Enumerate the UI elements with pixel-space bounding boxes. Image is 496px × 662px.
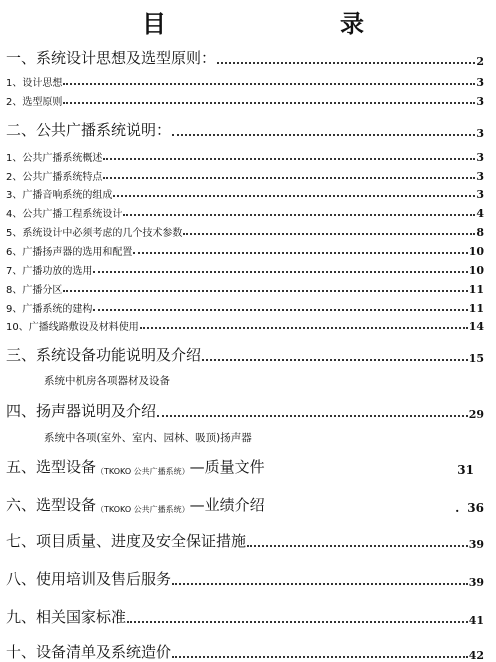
toc-entry-page: 3: [476, 95, 484, 108]
toc-entry-page: 3: [476, 188, 484, 201]
toc-entry-page: 8: [476, 226, 484, 239]
toc-entry[interactable]: [6, 119, 484, 140]
dot-leader: [172, 656, 468, 658]
dot-leader: [127, 621, 468, 623]
dot-leader: [63, 290, 467, 292]
toc-entry[interactable]: [6, 47, 484, 68]
dot-leader: [63, 102, 475, 104]
toc-entry-5[interactable]: [6, 456, 484, 477]
dot-leader: [63, 83, 475, 85]
dot-leader: [140, 327, 468, 329]
dot-leader: [133, 252, 467, 254]
toc-entry-page: 3: [476, 127, 484, 140]
toc-entry-label: 7、广播功放的选用: [6, 266, 93, 277]
toc-entry[interactable]: [6, 641, 484, 662]
toc-entry[interactable]: [6, 262, 484, 277]
dot-leader: [183, 233, 475, 235]
toc-entry-label: 10、广播线路敷设及材料使用: [6, 322, 139, 333]
dot-leader: [172, 583, 468, 585]
toc-entry-6-suffix: —业绩介绍: [189, 496, 265, 514]
toc-title-right: 录: [340, 9, 364, 38]
toc-entry-5-label: 五、选型设备: [6, 458, 97, 476]
toc-entry-label: 1、设计思想: [6, 78, 63, 89]
toc-entry-page: 29: [468, 408, 484, 421]
toc-entry[interactable]: [6, 606, 484, 627]
toc-entry[interactable]: [6, 149, 484, 164]
toc-entry[interactable]: [6, 243, 484, 258]
toc-entry-label: 四、扬声器说明及介绍: [6, 402, 157, 420]
dot-leader: [247, 545, 468, 547]
toc-entry-5-suffix: —质量文件: [189, 458, 265, 476]
toc-entry-6-label: 六、选型设备: [6, 496, 97, 514]
toc-entry-page: 3: [476, 170, 484, 183]
toc-entry-5-brand: （TKOKO 公共广播系统）: [96, 467, 190, 476]
toc-entry-6-page: 36: [467, 501, 484, 515]
toc-entry-label: 8、广播分区: [6, 285, 63, 296]
toc-entry-label: 七、项目质量、进度及安全保证措施: [6, 532, 247, 550]
toc-entry[interactable]: [6, 530, 484, 551]
toc-entry-page: 15: [468, 352, 484, 365]
toc-entry-label: 4、公共广播工程系统设计: [6, 209, 123, 220]
toc-entry-page: 3: [476, 151, 484, 164]
toc-title: [0, 4, 496, 38]
toc-entry[interactable]: [6, 224, 484, 239]
toc-entry-label: 三、系统设备功能说明及介绍: [6, 346, 202, 364]
toc-entry-label: 十、设备清单及系统造价: [6, 643, 172, 661]
toc-entry-page: 39: [468, 538, 484, 551]
toc-entry[interactable]: [6, 205, 484, 220]
toc-entry-label: 6、广播扬声器的选用和配置: [6, 247, 133, 258]
toc-entry-label: 9、广播系统的建构: [6, 304, 93, 315]
toc-entry-page: 10: [468, 245, 484, 258]
dot-leader: [93, 309, 467, 311]
toc-entry[interactable]: [6, 168, 484, 183]
dot-leader: [103, 158, 475, 160]
toc-entry-page: 2: [476, 55, 484, 68]
toc-entry-page: 41: [468, 614, 484, 627]
toc-entry-label: 3、广播音响系统的组成: [6, 190, 113, 201]
toc-entry-6-brand: （TKOKO 公共广播系统）: [96, 505, 190, 514]
toc-entry-label: 二、公共广播系统说明：: [6, 121, 172, 139]
toc-entry-page: 42: [468, 649, 484, 662]
toc-entry-label: 5、系统设计中必须考虑的几个技术参数: [6, 228, 183, 239]
toc-entry-page: 4: [476, 207, 484, 220]
toc-entry-label: 八、使用培训及售后服务: [6, 570, 172, 588]
toc-entry-label: 九、相关国家标准: [6, 608, 127, 626]
toc-entry[interactable]: [6, 186, 484, 201]
toc-entry-page: 10: [468, 264, 484, 277]
toc-entry-page: 11: [468, 302, 484, 315]
dot-leader: [93, 271, 467, 273]
dot-leader: [113, 195, 475, 197]
toc-entry-page: 39: [468, 576, 484, 589]
dot-leader: [172, 134, 475, 136]
toc-entry[interactable]: [6, 74, 484, 89]
toc-entry-page: 11: [468, 283, 484, 296]
toc-entry-label: 1、公共广播系统概述: [6, 153, 103, 164]
toc-entry[interactable]: [6, 344, 484, 365]
toc-entry[interactable]: [6, 93, 484, 108]
dot-leader: [157, 415, 468, 417]
toc-entry[interactable]: [6, 300, 484, 315]
toc-subtitle-4: 系统中各项(室外、室内、园林、吸顶)扬声器: [44, 432, 252, 444]
toc-entry-label: 一、系统设计思想及选型原则：: [6, 49, 217, 67]
toc-title-left: 目: [142, 9, 166, 38]
toc-entry-5-page: 31: [457, 463, 474, 477]
dot-leader: [103, 177, 475, 179]
toc-subtitle-3: 系统中机房各项器材及设备: [44, 375, 170, 387]
toc-entry-6[interactable]: [6, 494, 484, 515]
dot-leader: [202, 359, 468, 361]
toc-entry-label: 2、公共广播系统特点: [6, 172, 103, 183]
toc-entry[interactable]: [6, 568, 484, 589]
dot-leader: [123, 214, 475, 216]
dot-leader: [217, 62, 475, 64]
toc-entry[interactable]: [6, 281, 484, 296]
toc-entry[interactable]: [6, 400, 484, 421]
toc-entry-6-dot: .: [455, 501, 460, 515]
toc-entry-page: 3: [476, 76, 484, 89]
toc-entry-page: 14: [468, 320, 484, 333]
toc-entry[interactable]: [6, 318, 484, 333]
toc-entry-label: 2、选型原则: [6, 97, 63, 108]
